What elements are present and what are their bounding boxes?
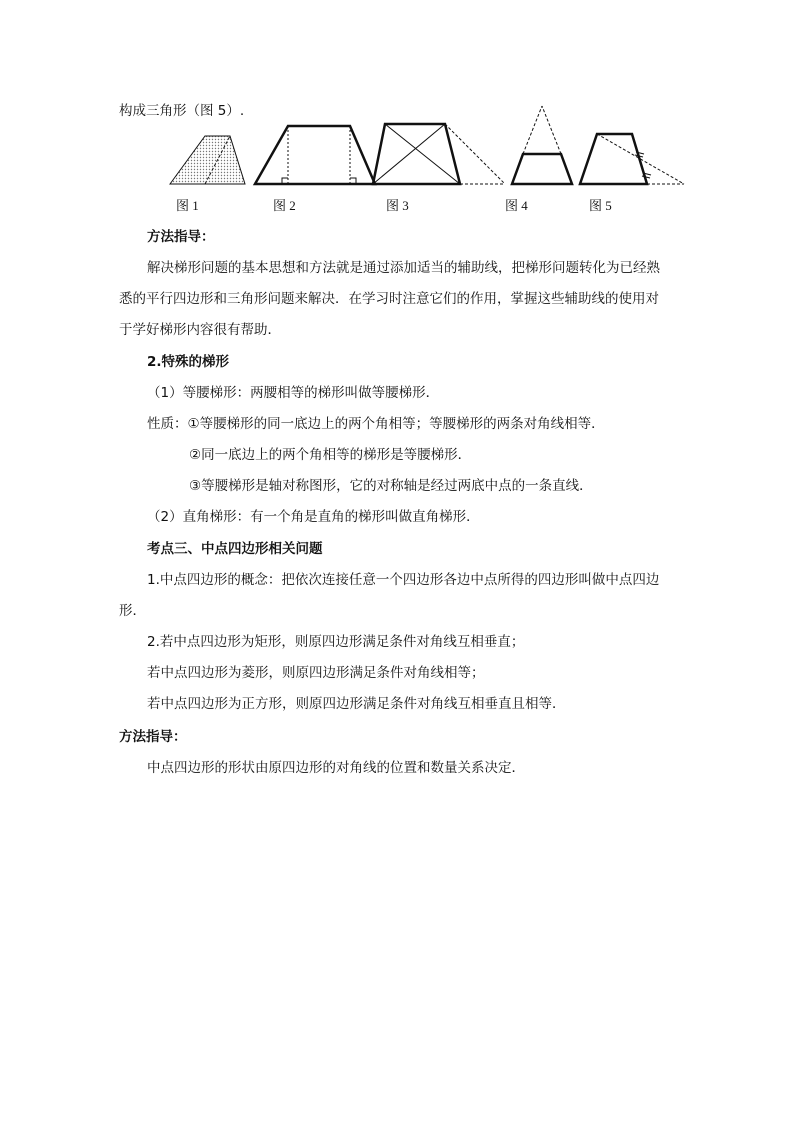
- right-trapezoid-definition: （2）直角梯形：有一个角是直角的梯形叫做直角梯形．: [147, 509, 480, 525]
- condition-line: 若中点四边形为菱形，则原四边形满足条件对角线相等；: [147, 665, 485, 681]
- figure-5-diagram: [580, 134, 684, 184]
- figure-2-diagram: [255, 126, 375, 184]
- paragraph-line: 中点四边形的形状由原四边形的对角线的位置和数量关系决定．: [147, 760, 525, 776]
- paragraph-line: 于学好梯形内容很有帮助．: [119, 322, 281, 338]
- figure-1-diagram: [170, 136, 245, 184]
- property-line: 性质：①等腰梯形的同一底边上的两个角相等；等腰梯形的两条对角线相等．: [147, 416, 605, 432]
- property-line: ③等腰梯形是轴对称图形，它的对称轴是经过两底中点的一条直线．: [189, 478, 593, 494]
- method-guide-heading: 方法指导：: [119, 729, 187, 745]
- condition-line: 2.若中点四边形为矩形，则原四边形满足条件对角线互相垂直；: [147, 634, 525, 650]
- trapezoid-figures: [160, 102, 690, 194]
- intro-line: 构成三角形（图 5）.: [119, 103, 245, 119]
- method-guide-heading: 方法指导：: [147, 229, 215, 245]
- property-line: ②同一底边上的两个角相等的梯形是等腰梯形．: [189, 447, 472, 463]
- paragraph-line: 解决梯形问题的基本思想和方法就是通过添加适当的辅助线，把梯形问题转化为已经熟: [147, 260, 660, 276]
- isosceles-definition: （1）等腰梯形：两腰相等的梯形叫做等腰梯形．: [147, 385, 440, 401]
- section-heading: 考点三、中点四边形相关问题: [147, 541, 323, 557]
- figure-label-2: 图 2: [273, 198, 296, 213]
- section-heading: 2.特殊的梯形: [147, 354, 230, 370]
- paragraph-line: 悉的平行四边形和三角形问题来解决．在学习时注意它们的作用，掌握这些辅助线的使用对: [119, 291, 659, 307]
- condition-line: 若中点四边形为正方形，则原四边形满足条件对角线互相垂直且相等．: [147, 696, 566, 712]
- figure-label-3: 图 3: [386, 198, 409, 213]
- concept-line: 形．: [119, 603, 146, 619]
- figure-4-diagram: [512, 106, 572, 184]
- figure-label-1: 图 1: [176, 198, 199, 213]
- concept-line: 1.中点四边形的概念：把依次连接任意一个四边形各边中点所得的四边形叫做中点四边: [147, 572, 660, 588]
- figure-label-5: 图 5: [589, 198, 612, 213]
- figure-label-4: 图 4: [505, 198, 528, 213]
- figure-3-diagram: [373, 124, 505, 184]
